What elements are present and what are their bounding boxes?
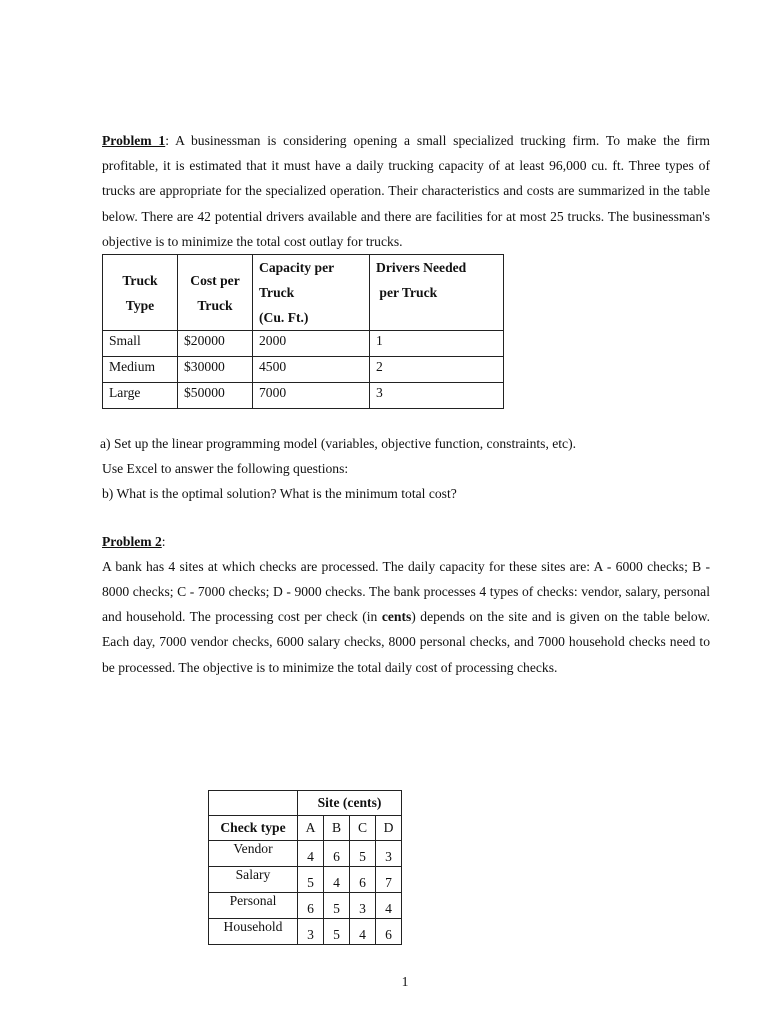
truck-drivers: 2 [370,357,504,383]
problem2-text-part1: A bank has 4 sites at which checks are processed. The daily capacity for these sites are: A - 6000 checks; B - 8000 checks; C - 7000 checks; D - 9000 checks. The bank processes 4 types of checks: vendor, salary, personal and household. The processing cost per check (in [102,558,710,625]
site-b-header: B [324,816,350,841]
problem1-heading: Problem 1 [102,133,166,148]
truck-type: Large [103,383,178,409]
truck-cost: $50000 [178,383,253,409]
check-type: Household [209,919,298,945]
truck-row-medium [103,357,504,383]
cost-cell: 5 [350,841,376,867]
problem2-text-part2: ) depends on the site and is given on the table below. Each day, 7000 vendor checks, 6000 salary checks, 8000 personal checks, and 7000 household checks need to be processed. The objective is to minimize the total daily cost of processing checks. [102,609,710,675]
problem2-paragraph [102,554,710,680]
cost-cell: 5 [324,893,350,919]
cost-cell: 6 [298,893,324,919]
problem2-heading: Problem 2 [102,533,162,549]
header-drivers-l2: per Truck [376,285,438,301]
truck-cost: $20000 [178,331,253,357]
truck-cost: $30000 [178,357,253,383]
cost-cell: 3 [298,919,324,945]
truck-row-large [103,383,504,409]
cost-cell: 6 [376,919,402,945]
header-drivers-l1: Drivers Needed [376,260,467,276]
header-capacity-l1: Capacity per [259,260,335,276]
header-capacity [253,255,370,331]
cost-cell: 4 [298,841,324,867]
header-truck-type [103,255,178,331]
site-c-header: C [350,816,376,841]
site-d-header: D [376,816,402,841]
checks-row-salary [209,867,402,893]
problem2-heading-suffix: : [161,533,166,549]
truck-drivers: 1 [370,331,504,357]
truck-capacity: 2000 [253,331,370,357]
page-number: 1 [401,974,409,989]
checks-empty-corner [209,791,298,816]
checks-site-header-row [209,791,402,816]
cost-cell: 6 [350,867,376,893]
check-type-header: Check type [209,816,298,841]
cost-cell: 7 [376,867,402,893]
cost-cell: 5 [298,867,324,893]
question-b: b) What is the optimal solution? What is the minimum total cost? [102,486,457,502]
problem1-paragraph [102,128,710,254]
problem2-heading-line [102,529,710,554]
check-type: Salary [209,867,298,893]
truck-capacity: 4500 [253,357,370,383]
header-cost-l2: Truck [197,297,233,313]
excel-note: Use Excel to answer the following questions: [102,461,349,477]
header-capacity-l3: (Cu. Ft.) [259,310,309,326]
truck-table [102,254,504,409]
truck-capacity: 7000 [253,383,370,409]
header-cost [178,255,253,331]
checks-row-personal [209,893,402,919]
truck-type: Small [103,331,178,357]
checks-column-header-row [209,816,402,841]
truck-type: Medium [103,357,178,383]
header-capacity-l2: Truck [259,285,295,301]
problem1-intro: : A businessman is considering opening a small specialized trucking firm. To make the firm profitable, it is estimated that it must have a daily trucking capacity of at least 96,000 cu. ft. Three types of trucks are appropriate for the specialized operation. Their characteristics and costs are summarized in the table below. There are 42 potential drivers available and there are facilities for at most 25 trucks. The businessman's objective is to minimize the total cost outlay for trucks. [102,133,710,249]
cost-cell: 4 [350,919,376,945]
check-type: Vendor [209,841,298,867]
content [102,128,710,680]
truck-drivers: 3 [370,383,504,409]
header-cost-l1: Cost per [190,272,240,288]
cost-cell: 4 [376,893,402,919]
truck-row-small [103,331,504,357]
site-a-header: A [298,816,324,841]
site-header: Site (cents) [298,791,402,816]
cost-cell: 6 [324,841,350,867]
checks-row-vendor [209,841,402,867]
checks-row-household [209,919,402,945]
check-type: Personal [209,893,298,919]
problem2-text-bold: cents [381,609,412,625]
header-drivers [370,255,504,331]
header-truck-type-l2: Type [125,297,155,313]
checks-table [208,790,402,945]
header-truck-type-l1: Truck [122,272,158,288]
cost-cell: 4 [324,867,350,893]
truck-table-header [103,255,504,331]
question-a: a) Set up the linear programming model (variables, objective function, constraints, etc). [100,436,577,452]
cost-cell: 3 [350,893,376,919]
cost-cell: 5 [324,919,350,945]
cost-cell: 3 [376,841,402,867]
